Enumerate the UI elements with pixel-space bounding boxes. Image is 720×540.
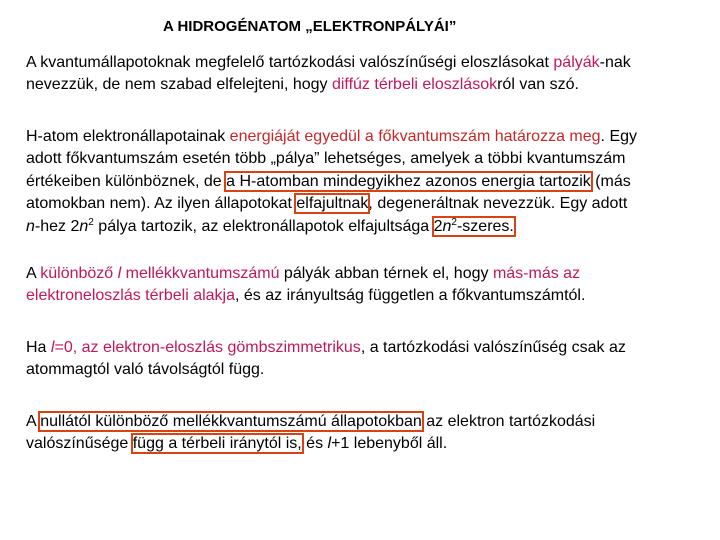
text-run: -szeres. [456, 217, 514, 235]
paragraph-energy-degeneracy [26, 126, 716, 238]
text-run: ról van szó. [497, 76, 579, 94]
text-line [26, 193, 716, 215]
text-run: -nak [599, 54, 631, 71]
highlight-term: l=0, az elektron-eloszlás gömbszimmetrikus [50, 339, 361, 356]
boxed-phrase: a H-atomban mindegyikhez azonos energia tartozik [226, 172, 591, 190]
text-run: , a tartózkodási valószínűség csak az [360, 339, 626, 356]
text-run: , és az irányultság független a főkvantumszámtól. [235, 287, 586, 305]
paragraph-spherical-symmetry [26, 337, 716, 382]
text-run: nevezzük, de nem szabad elfelejteni, hogy [26, 76, 332, 94]
text-run: l [327, 435, 332, 453]
text-line [26, 263, 716, 285]
boxed-phrase: nullától különböző mellékkvantumszámú állapotokban [40, 413, 422, 430]
text-run: (más [590, 172, 631, 190]
text-run: +1 lebenyből áll. [331, 435, 448, 453]
text-run: A kvantumállapotoknak megfelelő tartózkodási valószínűségi eloszlásokat [26, 54, 554, 71]
highlight-term: más-más az [492, 265, 581, 282]
highlight-term: diffúz térbeli eloszlások [331, 76, 498, 94]
text-line [26, 126, 716, 148]
text-line [26, 433, 716, 455]
text-line [26, 411, 716, 433]
text-line [26, 74, 716, 96]
text-run: valószínűsége [26, 435, 133, 453]
highlight-term: különböző l mellékkvantumszámú [40, 265, 280, 282]
highlight-term: energiáját egyedül a főkvantumszám határozza meg [229, 128, 601, 145]
text-line [26, 171, 716, 193]
paragraph-secondary-quantum-number [26, 263, 716, 308]
text-run: . Egy [600, 128, 638, 145]
boxed-phrase: elfajultnak [296, 195, 369, 213]
paragraph-orbitals-definition [26, 52, 716, 97]
text-run: , degeneráltnak nevezzük. Egy adott [368, 195, 628, 213]
text-line: atommagtól való távolságtól függ. [26, 361, 265, 379]
text-run: és [301, 435, 328, 453]
text-line [26, 285, 716, 307]
text-run: A [26, 265, 41, 282]
text-run: atomokban nem). Az ilyen állapotokat [26, 195, 297, 213]
text-run: pálya tartozik, az elektronállapotok elfajultsága [93, 217, 434, 235]
text-run: értékeiben különböznek, de [26, 172, 227, 190]
text-run: H-atom elektronállapotainak [26, 128, 230, 145]
text-run: n [79, 217, 89, 235]
text-run: -hez 2 [34, 217, 80, 235]
paragraph-direction-dependence [26, 411, 716, 456]
text-run: n [26, 217, 35, 235]
boxed-phrase: függ a térbeli iránytól is, [132, 435, 302, 453]
text-run: n [442, 217, 452, 235]
highlight-term: elektroneloszlás térbeli alakja [26, 287, 235, 305]
text-line [26, 216, 716, 238]
text-run: az elektron tartózkodási [421, 413, 596, 430]
boxed-phrase [434, 218, 514, 235]
text-run: 2 [433, 217, 443, 235]
superscript: 2 [88, 216, 94, 228]
text-line: adott főkvantumszám esetén több „pálya” lehetséges, amelyek a többi kvantumszám [26, 150, 626, 168]
highlight-term: pályák [553, 54, 600, 71]
text-line [26, 337, 716, 359]
text-line [26, 52, 716, 74]
text-run: Ha [26, 339, 51, 356]
page-title: A HIDROGÉNATOM „ELEKTRONPÁLYÁI” [163, 18, 457, 35]
superscript: 2 [451, 216, 457, 228]
text-run: A [26, 413, 41, 430]
text-run: pályák abban térnek el, hogy [279, 265, 493, 282]
